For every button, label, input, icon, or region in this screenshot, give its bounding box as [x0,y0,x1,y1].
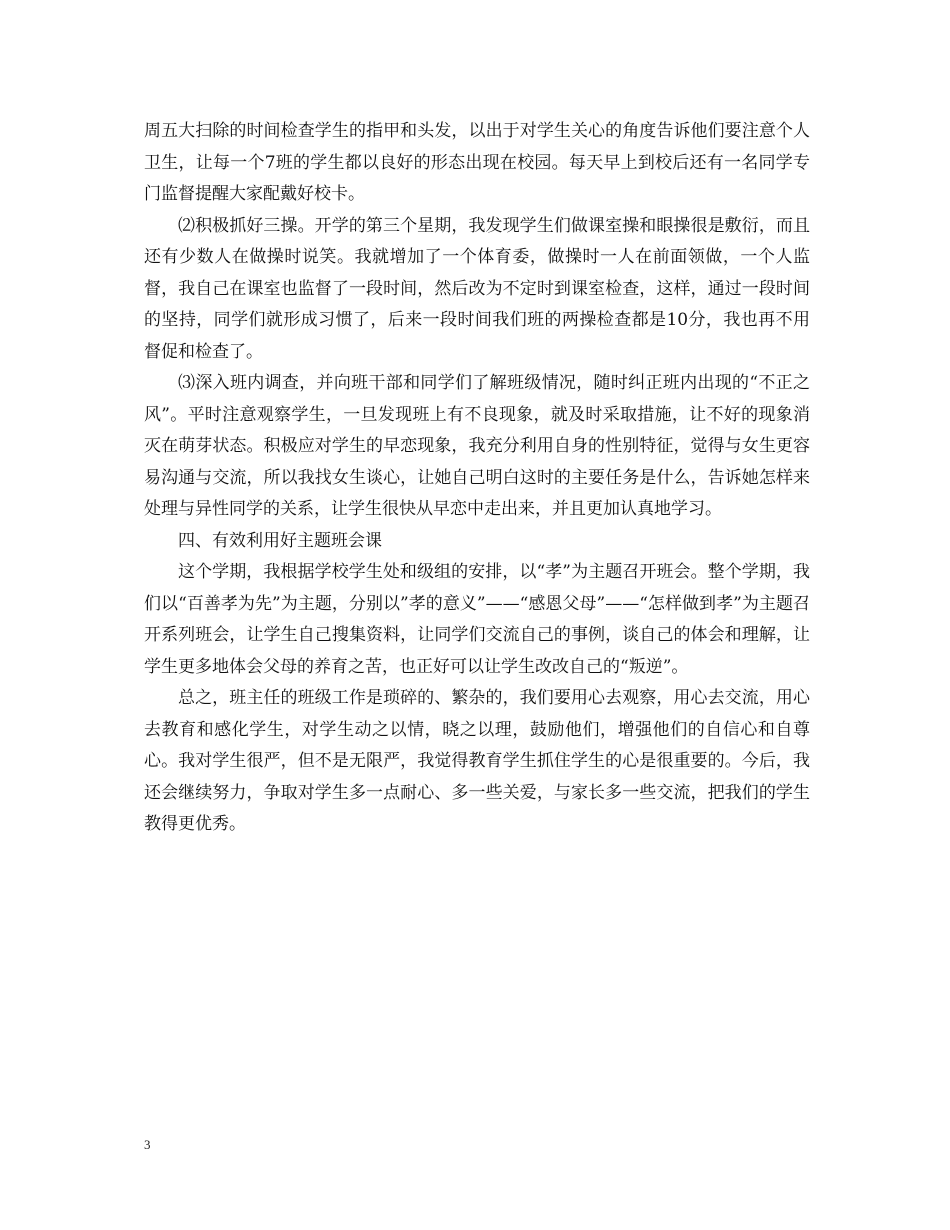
section-heading-theme-class-meeting: 四、有效利用好主题班会课 [178,530,382,551]
paragraph-conclusion: 总之，班主任的班级工作是琐碎的、繁杂的，我们要用心去观察，用心去交流，用心去教育和感化学生，对学生动之以情，晓之以理，鼓励他们，增强他们的自信心和自尊心。我对学生很严，但不是无限严，我觉得教育学生抓住学生的心是很重要的。今后，我还会继续努力，争取对学生多一点耐心、多一些关爱，与家长多一些交流，把我们的学生教得更优秀。 [144,688,810,834]
page-number: 3 [144,1137,151,1152]
paragraph-class-investigation: ⑶深入班内调查，并向班干部和同学们了解班级情况，随时纠正班内出现的“不正之风”。平时注意观察学生，一旦发现班上有不良现象，就及时采取措施，让不好的现象消灭在萌芽状态。积极应对学生的早恋现象，我充分利用自身的性别特征，觉得与女生更容易沟通与交流，所以我找女生谈心，让她自己明白这时的主要任务是什么，告诉她怎样来处理与异性同学的关系，让学生很快从早恋中走出来，并且更加认真地学习。 [144,373,810,519]
document-body [144,116,810,841]
paragraph-cleanliness-continued: 周五大扫除的时间检查学生的指甲和头发，以出于对学生关心的角度告诉他们要注意个人卫生，让每一个7班的学生都以良好的形态出现在校园。每天早上到校后还有一名同学专门监督提醒大家配戴好校卡。 [144,121,810,204]
paragraph-exercises: ⑵积极抓好三操。开学的第三个星期，我发现学生们做课室操和眼操很是敷衍，而且还有少数人在做操时说笑。我就增加了一个体育委，做操时一人在前面领做，一个人监督，我自己在课室也监督了一段时间，然后改为不定时到课室检查，这样，通过一段时间的坚持，同学们就形成习惯了，后来一段时间我们班的两操检查都是10分，我也再不用督促和检查了。 [144,215,810,362]
paragraph-filial-piety-meetings: 这个学期，我根据学校学生处和级组的安排，以“孝”为主题召开班会。整个学期，我们以“百善孝为先”为主题，分别以”孝的意义”——“感恩父母”——“怎样做到孝”为主题召开系列班会，让学生自己搜集资料，让同学们交流自己的事例，谈自己的体会和理解，让学生更多地体会父母的养育之苦，也正好可以让学生改改自己的“叛逆”。 [144,562,810,677]
